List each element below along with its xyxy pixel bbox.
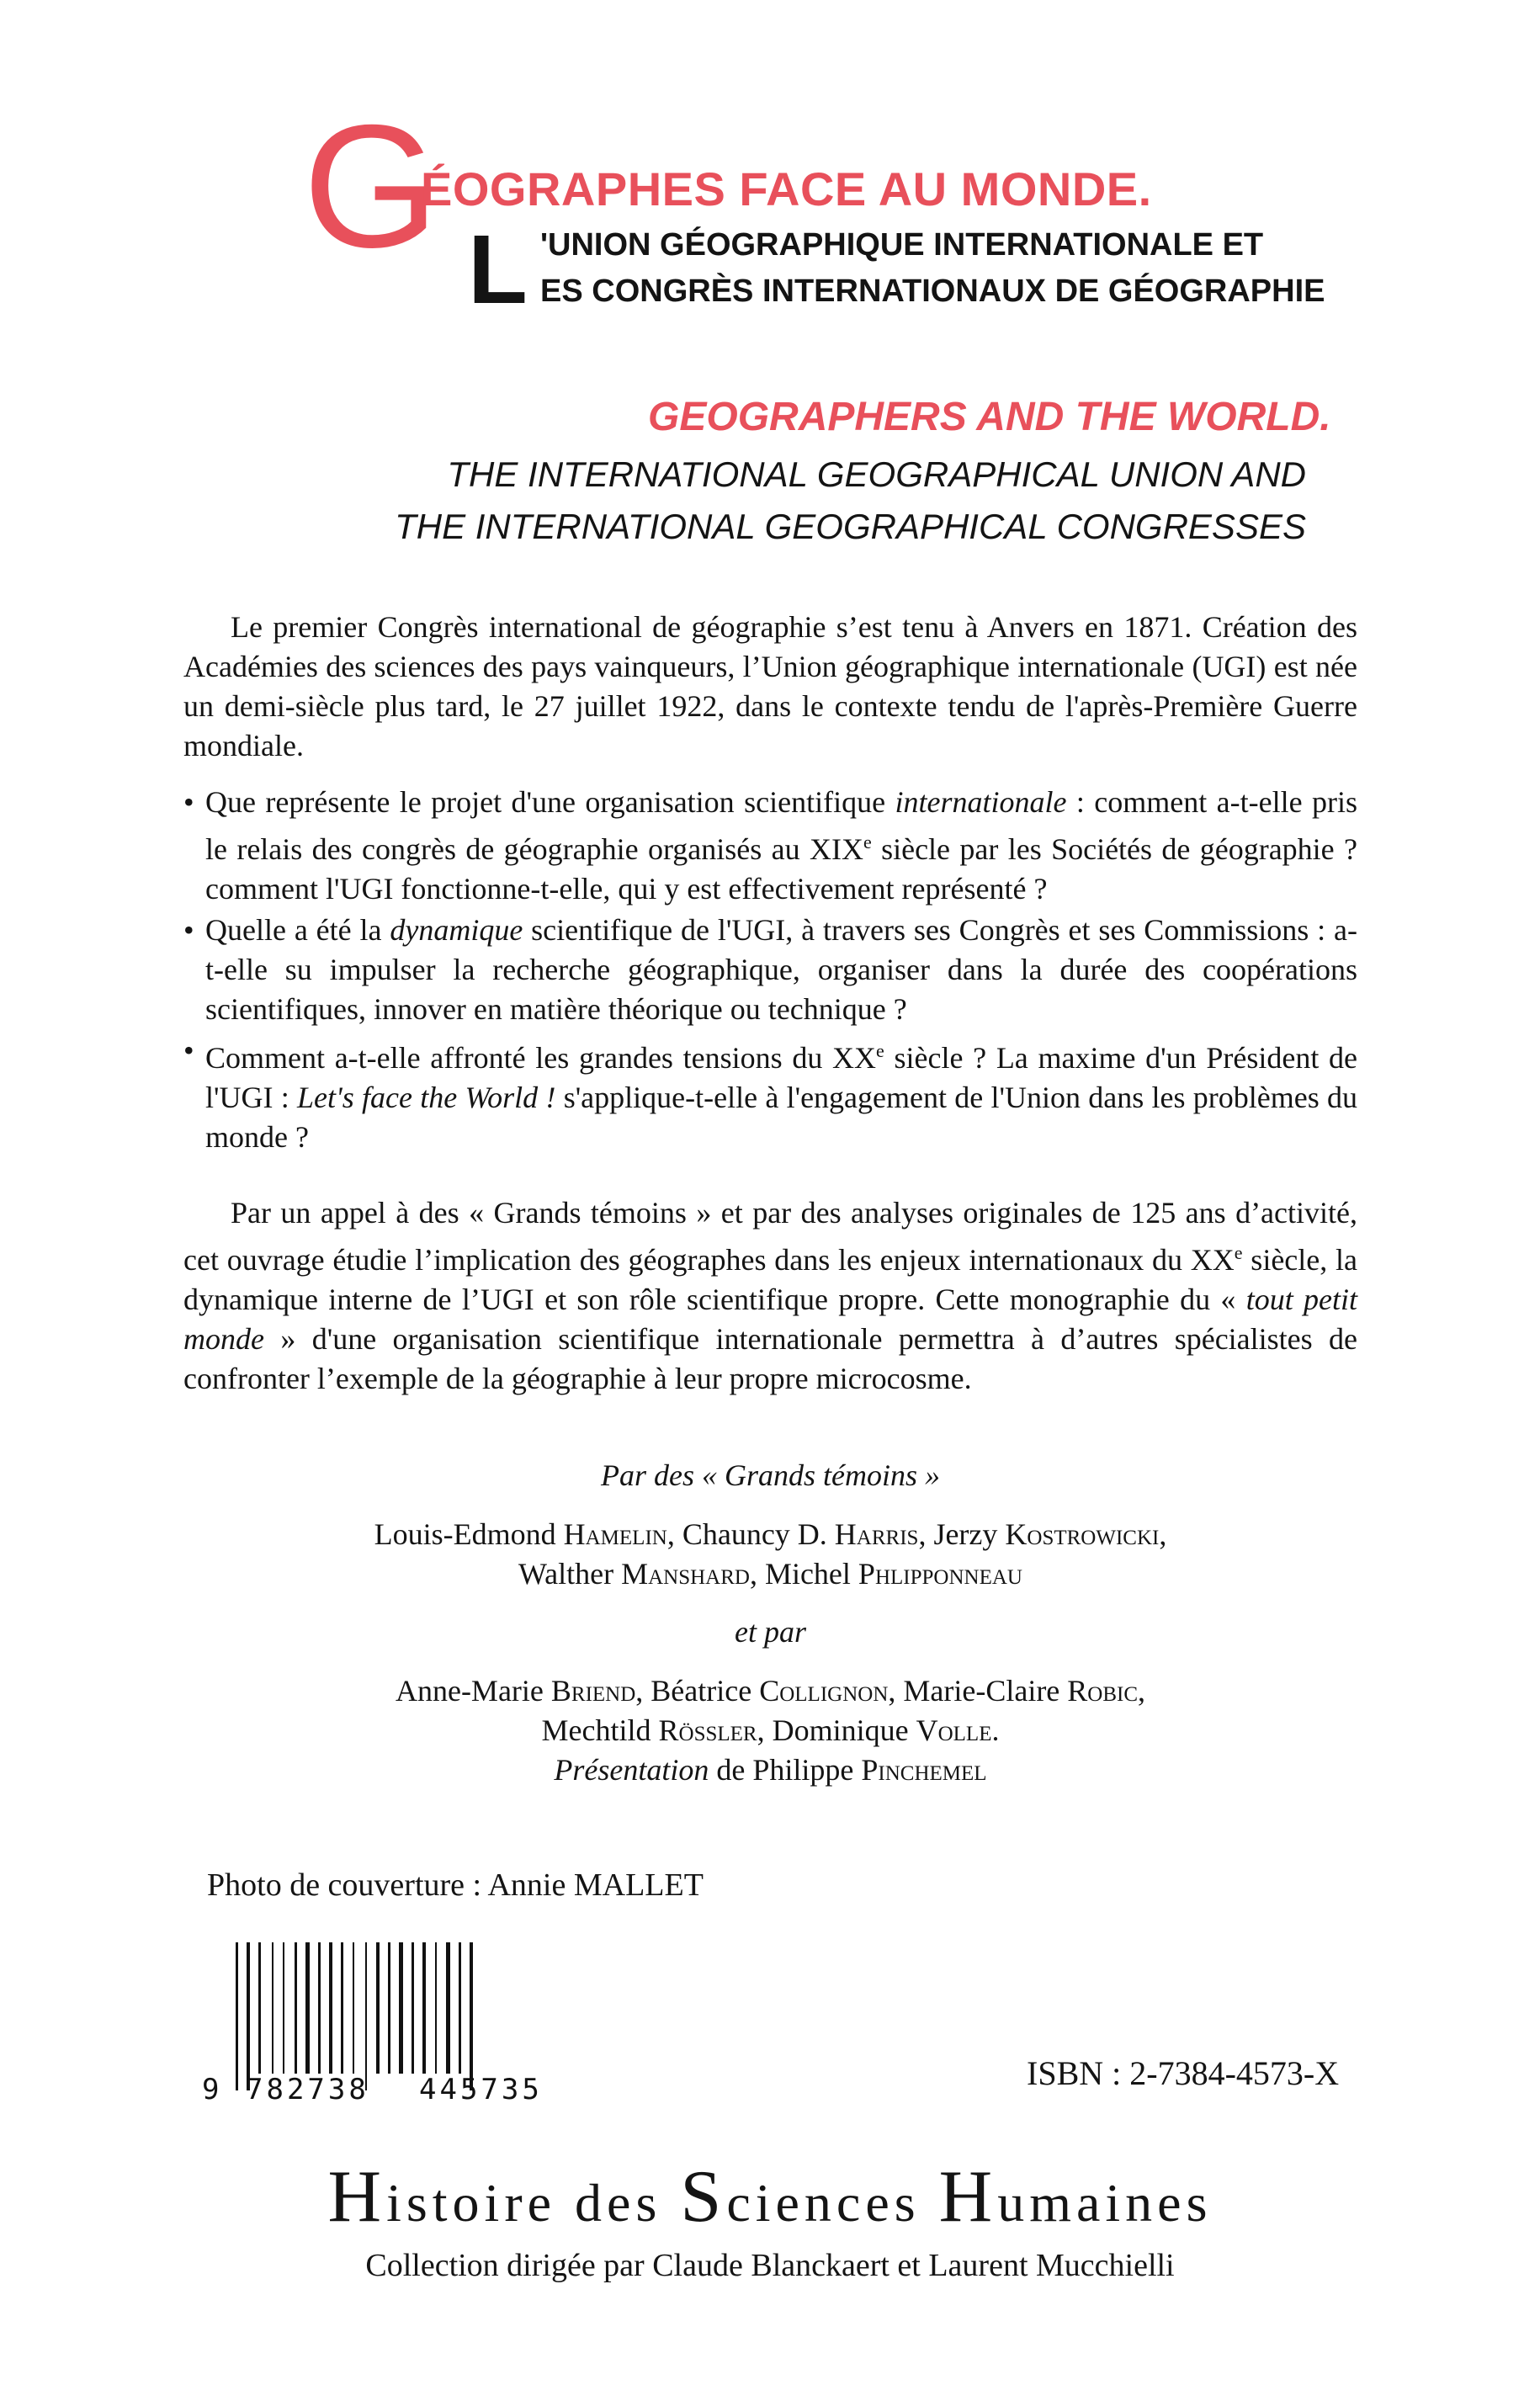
barcode-bar	[470, 1942, 473, 2090]
barcode-bar	[258, 1942, 261, 2074]
barcode-bar	[236, 1942, 238, 2090]
question-item: • Quelle a été la dynamique scientifique de l'UGI, à travers ses Congrès et ses Commissions : a-t-elle su impulser la recherche géographique, organiser dans la durée des coopérations scientifiques, innover en matière théorique ou technique ?	[183, 911, 1357, 1029]
barcode-bar	[422, 1942, 426, 2074]
summary-paragraph: Par un appel à des « Grands témoins » et par des analyses originales de 125 ans d’activité, cet ouvrage étudie l’implication des géographes dans les enjeux internationaux du XXe siècle, la dynamique interne de l’UGI et son rôle scientifique propre. Cette monographie du « tout petit monde » d'une organisation scientifique internationale permettra à d’autres spécialistes de confronter l’exemple de la géographie à leur propre microcosme.	[183, 1196, 1358, 1395]
barcode-bar	[446, 1942, 450, 2074]
barcode-bar	[399, 1942, 403, 2074]
intro-paragraph: Le premier Congrès international de géographie s’est tenu à Anvers en 1871. Création des Académies des sciences des pays vainqueurs, l’Union géographique internationale (UGI) est née un demi-siècle plus tard, le 27 juillet 1922, dans le contexte tendu de l'après-Première Guerre mondiale.	[183, 610, 1357, 762]
title-en-line3: THE INTERNATIONAL GEOGRAPHICAL CONGRESSES	[395, 507, 1306, 546]
title-fr-line2: 'UNION GÉOGRAPHIQUE INTERNATIONALE ET	[540, 227, 1264, 263]
authors-line1: Anne-Marie Briend, Béatrice Collignon, Marie-Claire Robic,	[395, 1674, 1146, 1708]
barcode-bar	[365, 1942, 367, 2090]
title-en-line1: GEOGRAPHERS AND THE WORLD.	[648, 395, 1331, 439]
title-fr-initial-l: L	[468, 215, 528, 324]
authors-heading: et par	[735, 1615, 806, 1649]
title-fr-line1: ÉOGRAPHES FACE AU MONDE.	[421, 162, 1152, 215]
barcode-digit-first: 9	[202, 2073, 220, 2102]
question-item: • Que représente le projet d'une organisation scientifique internationale : comment a-t-elle pris le relais des congrès de géographie organisés au XIXe siècle par les Sociétés de géographie ? comment l'UGI fonctionne-t-elle, qui y est effectivement représenté ?	[183, 783, 1357, 909]
authors-line2: Mechtild Rössler, Dominique Volle.	[541, 1713, 1000, 1747]
barcode-bar	[388, 1942, 390, 2074]
barcode-bar	[272, 1942, 273, 2074]
question-item: • Comment a-t-elle affronté les grandes tensions du XXe siècle ? La maxime d'un Président de l'UGI : Let's face the World ! s'applique-t-elle à l'engagement de l'Union dans les problèmes du monde ?	[183, 1031, 1357, 1157]
barcode-bar	[353, 1942, 354, 2074]
barcode-bar	[305, 1942, 310, 2074]
barcode-bar	[318, 1942, 321, 2074]
presentation-line: Présentation de Philippe Pinchemel	[554, 1753, 987, 1787]
barcode-bar	[412, 1942, 414, 2074]
barcode-bar	[435, 1942, 437, 2074]
barcode-bar	[247, 1942, 250, 2090]
barcode-bar	[283, 1942, 284, 2074]
witnesses-heading: Par des « Grands témoins »	[601, 1458, 940, 1492]
witnesses-line2: Walther Manshard, Michel Phlipponneau	[518, 1557, 1022, 1591]
barcode-bar	[341, 1942, 343, 2074]
photo-credit: Photo de couverture : Annie MALLET	[207, 1867, 704, 1903]
title-fr-line3: ES CONGRÈS INTERNATIONAUX DE GÉOGRAPHIE	[540, 274, 1325, 309]
barcode-bar	[295, 1942, 297, 2074]
witnesses-line1: Louis-Edmond Hamelin, Chauncy D. Harris, Jerzy Kostrowicki,	[374, 1517, 1167, 1551]
collection-line: Collection dirigée par Claude Blanckaert et Laurent Mucchielli	[365, 2248, 1175, 2283]
barcode-bar	[459, 1942, 461, 2074]
barcode-group1: 782738	[246, 2073, 369, 2102]
barcode-group2: 445735	[419, 2073, 543, 2102]
barcode-bar	[329, 1942, 332, 2074]
questions-list	[183, 783, 1357, 1159]
barcode-bar	[376, 1942, 380, 2074]
barcode	[199, 1942, 594, 2102]
title-fr-initial-g: G	[303, 89, 439, 284]
isbn: ISBN : 2-7384-4573-X	[1027, 2054, 1340, 2092]
series-title: Histoire des Sciences Humaines	[327, 2156, 1213, 2238]
title-en-line2: THE INTERNATIONAL GEOGRAPHICAL UNION AND	[447, 454, 1306, 494]
